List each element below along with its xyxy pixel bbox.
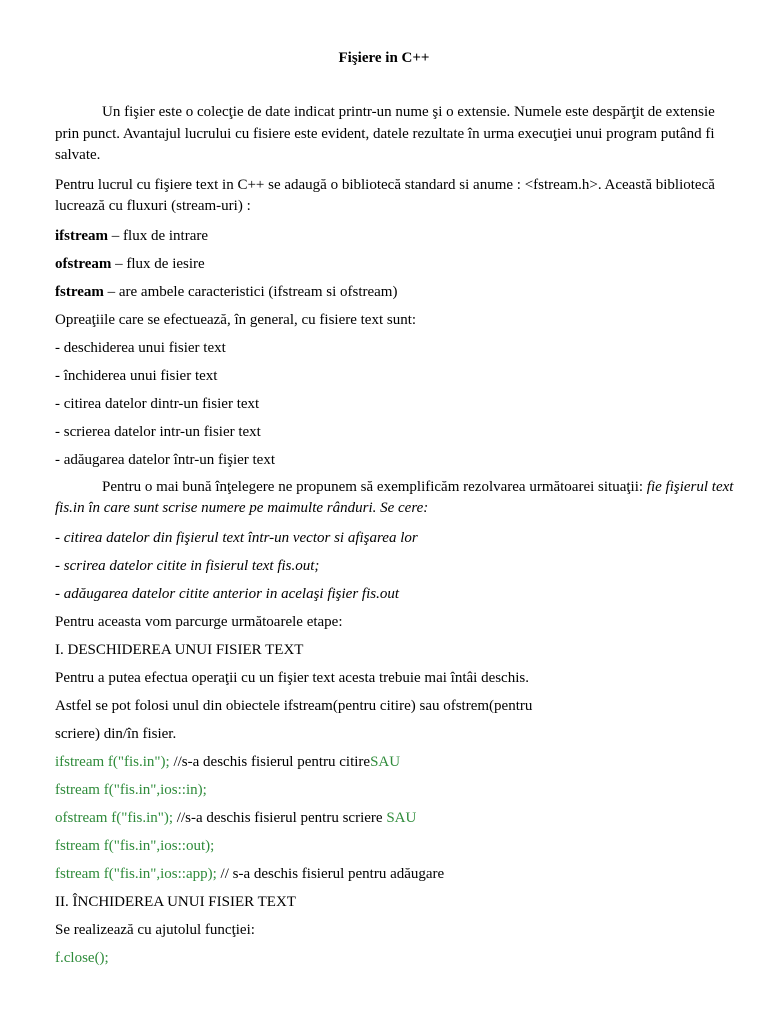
section1-text: Astfel se pot folosi unul din obiectele ifstream(pentru citire) sau ofstrem(pentru [55,697,533,714]
stream-name: fstream [55,283,104,300]
operation-item: - deschiderea unui fisier text [55,339,226,356]
code-line [55,748,735,776]
stream-name: ifstream [55,227,109,244]
code-statement: ifstream f("fis.in"); [55,753,170,770]
code-keyword: SAU [386,809,417,826]
stream-item [55,278,735,306]
document-title: Fişiere in C++ [338,50,430,66]
section1-text: Pentru a putea efectua operaţii cu un fişier text acesta trebuie mai întâi deschis. [55,669,529,686]
code-statement: ofstream f("fis.in"); [55,809,174,826]
stream-item [55,222,735,250]
operation-item: - adăugarea datelor într-un fişier text [55,451,276,468]
intro-paragraph: Un fişier este o colecţie de date indicat printr-un nume şi o extensie. Numele este despărţit de extensie prin punct. Avantajul lucrului cu fisiere este evident, datele rezultate în urma execuţiei unui program putând fi salvate. [55,104,715,163]
requirements-list [55,524,735,608]
example-statement: fie fişierul text fis.in în care sunt scrise numere pe maimulte rânduri. Se cere: [55,478,734,516]
code-comment: // s-a deschis fisierul pentru adăugare [216,865,445,882]
example-intro: Pentru o mai bună înţelegere ne propunem să exemplificăm rezolvarea următoarei situaţii: [102,478,644,495]
code-comment: //s-a deschis fisierul pentru citire [169,753,371,770]
stream-desc: – flux de intrare [108,227,209,244]
close-code-line: f.close(); [55,949,109,966]
example-paragraph [55,477,735,520]
code-statement: fstream f("fis.in",ios::in); [55,781,207,798]
code-block [55,748,735,888]
requirement-item: - scrirea datelor citite in fisierul text fis.out; [55,557,320,574]
document-body [55,102,735,972]
code-line [55,860,735,888]
stream-desc: – are ambele caracteristici (ifstream si ofstream) [103,283,398,300]
operation-item: - închiderea unui fisier text [55,367,218,384]
code-statement: fstream f("fis.in",ios::app); [55,865,217,882]
stream-name: ofstream [55,255,112,272]
library-paragraph: Pentru lucrul cu fişiere text in C++ se adaugă o bibliotecă standard si anume : <fstream.h>. Această bibliotecă lucrează cu fluxuri (stream-uri) : [55,176,715,214]
requirement-item: - citirea datelor din fişierul text într-un vector si afişarea lor [55,529,418,546]
section2-heading: II. ÎNCHIDEREA UNUI FISIER TEXT [55,893,296,910]
stream-item [55,250,735,278]
steps-intro: Pentru aceasta vom parcurge următoarele etape: [55,613,343,630]
code-line [55,804,735,832]
code-statement: fstream f("fis.in",ios::out); [55,837,215,854]
code-line [55,832,735,860]
code-keyword: SAU [370,753,401,770]
code-comment: //s-a deschis fisierul pentru scriere [173,809,387,826]
requirement-item: - adăugarea datelor citite anterior in acelaşi fişier fis.out [55,585,399,602]
section1-text: scriere) din/în fisier. [55,725,177,742]
operations-intro: Opreaţiile care se efectuează, în general, cu fisiere text sunt: [55,311,417,328]
operation-item: - scrierea datelor intr-un fisier text [55,423,261,440]
stream-desc: – flux de iesire [111,255,205,272]
code-line [55,776,735,804]
streams-list [55,222,735,306]
operations-list [55,334,735,474]
section1-heading: I. DESCHIDEREA UNUI FISIER TEXT [55,641,304,658]
operation-item: - citirea datelor dintr-un fisier text [55,395,260,412]
section2-text: Se realizează cu ajutolul funcţiei: [55,921,255,938]
